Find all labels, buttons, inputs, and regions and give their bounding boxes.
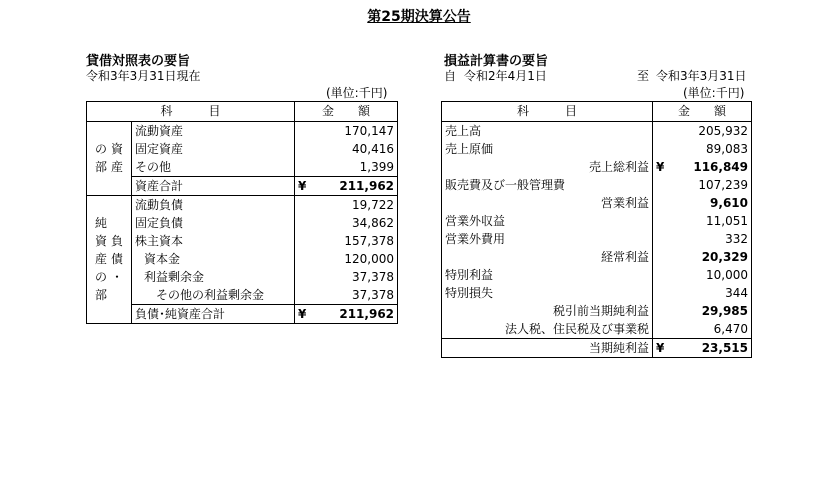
table-row — [87, 158, 398, 177]
table-row — [442, 176, 752, 194]
table-row — [87, 268, 398, 286]
pl-item-label: 経常利益 — [442, 248, 653, 266]
bs-item-label: その他 — [132, 158, 295, 177]
pl-header-row — [442, 102, 752, 122]
bs-item-value: 37,378 — [295, 286, 398, 305]
pl-item-label: 特別損失 — [442, 284, 653, 302]
table-row — [442, 320, 752, 339]
table-row — [87, 140, 398, 158]
pl-item-label: 税引前当期純利益 — [442, 302, 653, 320]
assets-category-label: の 部 資 産 — [87, 122, 132, 196]
pl-item-label: 法人税、住民税及び事業税 — [442, 320, 653, 339]
bs-item-value: 157,378 — [295, 232, 398, 250]
bs-item-label: 固定負債 — [132, 214, 295, 232]
table-row — [442, 140, 752, 158]
bs-item-label: 固定資産 — [132, 140, 295, 158]
bs-assets-total-row — [87, 177, 398, 196]
pl-to-label: 至 — [637, 69, 650, 83]
bs-header-row — [87, 102, 398, 122]
table-row — [442, 122, 752, 141]
table-row — [87, 122, 398, 141]
bs-item-label: 利益剰余金 — [132, 268, 295, 286]
income-statement-table — [441, 101, 752, 358]
table-row — [442, 212, 752, 230]
pl-from-label: 自 — [444, 69, 457, 83]
bs-item-value: 19,722 — [295, 196, 398, 215]
bs-item-label: その他の利益剰余金 — [132, 286, 295, 305]
liabilities-category-label: 純 資 産 の 部 負 債 ・ — [87, 196, 132, 324]
assets-total-label: 資産合計 — [132, 177, 295, 196]
pl-unit: (単位:千円) — [683, 86, 745, 100]
pl-item-label: 特別利益 — [442, 266, 653, 284]
pl-item-label: 売上原価 — [442, 140, 653, 158]
bs-date: 令和3年3月31日現在 — [86, 69, 201, 83]
table-row — [442, 284, 752, 302]
bs-header-item: 科 目 — [87, 102, 295, 122]
table-row — [87, 214, 398, 232]
bs-header-amount: 金 額 — [295, 102, 398, 122]
bs-item-value: 170,147 — [295, 122, 398, 141]
pl-item-value: ¥ 116,849 — [653, 158, 752, 176]
table-row — [442, 248, 752, 266]
page-title: 第25期決算公告 — [367, 9, 471, 25]
bs-item-label: 株主資本 — [132, 232, 295, 250]
pl-item-label: 営業外収益 — [442, 212, 653, 230]
table-row — [442, 266, 752, 284]
assets-total-value: ¥ 211,962 — [295, 177, 398, 196]
table-row — [87, 250, 398, 268]
pl-item-label: 販売費及び一般管理費 — [442, 176, 653, 194]
pl-item-label: 営業外費用 — [442, 230, 653, 248]
pl-from-date: 令和2年4月1日 — [464, 69, 547, 83]
pl-heading: 損益計算書の要旨 — [444, 54, 549, 69]
pl-item-value: 29,985 — [653, 302, 752, 320]
pl-item-value: 11,051 — [653, 212, 752, 230]
pl-item-value: 332 — [653, 230, 752, 248]
pl-item-value: 89,083 — [653, 140, 752, 158]
bs-item-value: 34,862 — [295, 214, 398, 232]
pl-item-value: 344 — [653, 284, 752, 302]
pl-net-income-row — [442, 339, 752, 358]
bs-item-value: 40,416 — [295, 140, 398, 158]
pl-item-label: 売上高 — [442, 122, 653, 141]
table-row — [87, 196, 398, 215]
pl-item-label: 営業利益 — [442, 194, 653, 212]
liab-total-value: ¥ 211,962 — [295, 305, 398, 324]
table-row — [442, 230, 752, 248]
bs-item-label: 資本金 — [132, 250, 295, 268]
bs-item-value: 1,399 — [295, 158, 398, 177]
table-row — [87, 232, 398, 250]
liab-total-label: 負債･純資産合計 — [132, 305, 295, 324]
pl-item-value: 10,000 — [653, 266, 752, 284]
pl-item-label: 売上総利益 — [442, 158, 653, 176]
pl-header-item: 科 目 — [442, 102, 653, 122]
bs-item-label: 流動負債 — [132, 196, 295, 215]
bs-item-value: 37,378 — [295, 268, 398, 286]
bs-unit: (単位:千円) — [326, 86, 388, 100]
pl-item-value: 205,932 — [653, 122, 752, 141]
bs-item-value: 120,000 — [295, 250, 398, 268]
pl-item-value: 9,610 — [653, 194, 752, 212]
pl-item-value: ¥ 23,515 — [653, 339, 752, 358]
balance-sheet-table — [86, 101, 398, 324]
pl-item-value: 6,470 — [653, 320, 752, 339]
bs-liab-total-row — [87, 305, 398, 324]
table-row — [442, 158, 752, 176]
table-row — [442, 194, 752, 212]
pl-to-date: 令和3年3月31日 — [656, 69, 747, 83]
pl-header-amount: 金 額 — [653, 102, 752, 122]
pl-item-label: 当期純利益 — [442, 339, 653, 358]
pl-item-value: 20,329 — [653, 248, 752, 266]
table-row — [87, 286, 398, 305]
bs-item-label: 流動資産 — [132, 122, 295, 141]
table-row — [442, 302, 752, 320]
pl-item-value: 107,239 — [653, 176, 752, 194]
bs-heading: 貸借対照表の要旨 — [86, 54, 191, 69]
